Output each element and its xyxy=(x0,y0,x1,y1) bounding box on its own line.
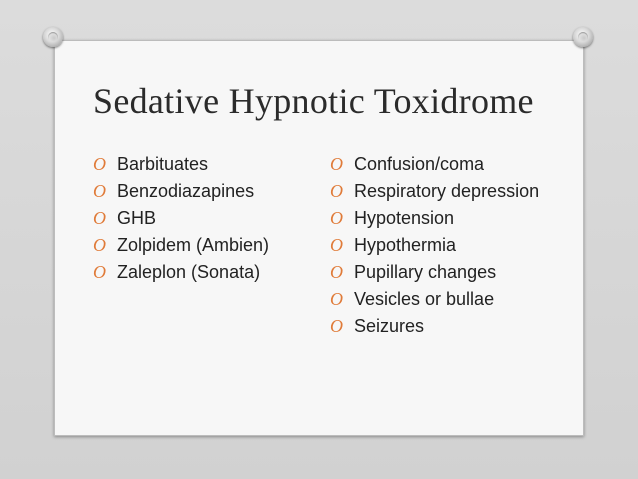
list-item: O Confusion/coma xyxy=(330,154,485,174)
list-item: O Hypotension xyxy=(330,208,455,228)
drug-list xyxy=(93,152,308,287)
bullet-icon: O xyxy=(330,289,343,309)
list-item: O Pupillary changes xyxy=(330,262,497,282)
bullet-icon: O xyxy=(330,235,343,255)
list-item: O Barbituates xyxy=(93,154,209,174)
bullet-icon: O xyxy=(330,181,343,201)
list-item: O Zolpidem (Ambien) xyxy=(93,235,270,255)
bullet-icon: O xyxy=(93,208,106,228)
bullet-icon: O xyxy=(330,262,343,282)
bullet-icon: O xyxy=(93,154,106,174)
screw-icon xyxy=(43,27,63,47)
list-item: O GHB xyxy=(93,208,157,228)
bullet-icon: O xyxy=(93,235,106,255)
list-item: O Respiratory depression xyxy=(330,181,540,201)
bullet-icon: O xyxy=(330,154,343,174)
slide-title: Sedative Hypnotic Toxidrome xyxy=(93,81,534,121)
symptom-list xyxy=(330,152,540,341)
bullet-icon: O xyxy=(93,262,106,282)
list-item: O Hypothermia xyxy=(330,235,457,255)
list-item: O Zaleplon (Sonata) xyxy=(93,262,261,282)
bullet-icon: O xyxy=(330,316,343,336)
bullet-icon: O xyxy=(93,181,106,201)
screw-icon xyxy=(573,27,593,47)
list-item: O Benzodiazapines xyxy=(93,181,255,201)
list-item: O Vesicles or bullae xyxy=(330,289,495,309)
bullet-icon: O xyxy=(330,208,343,228)
list-item: O Seizures xyxy=(330,316,425,336)
